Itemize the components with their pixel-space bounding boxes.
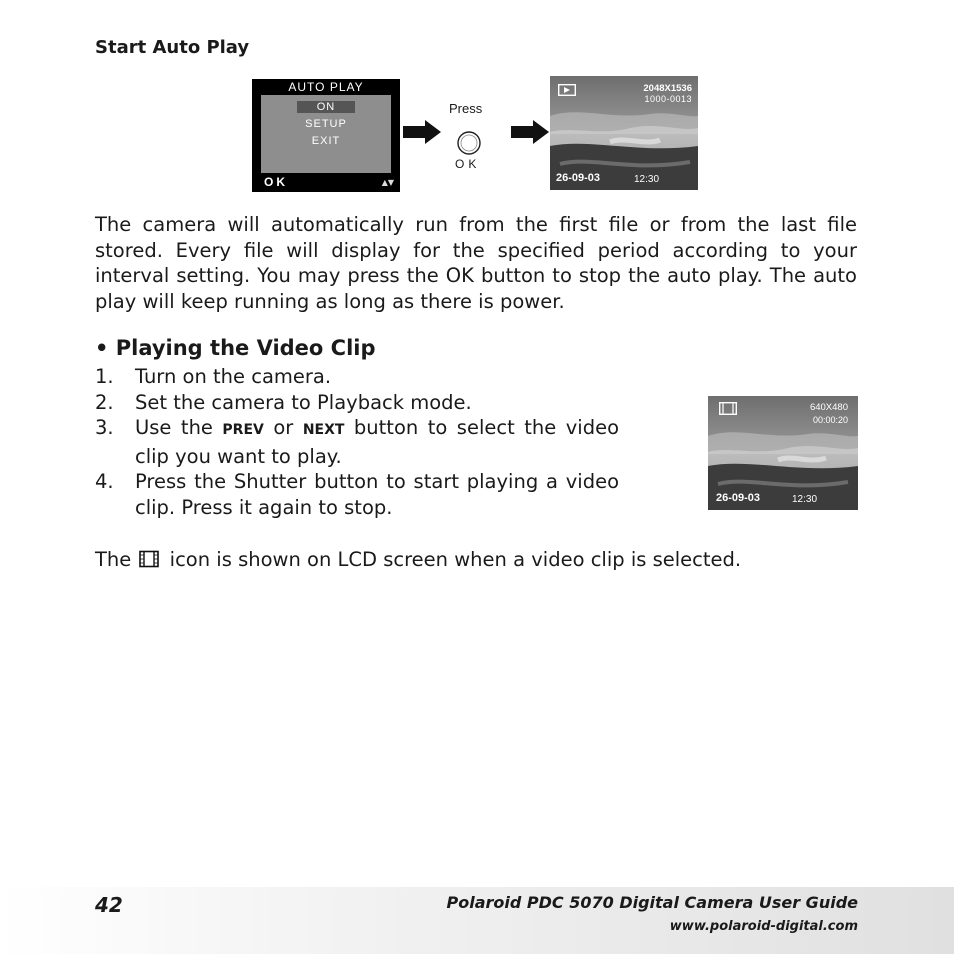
- film-icon: [719, 402, 737, 415]
- step-number: 4.: [95, 470, 114, 493]
- ok-button-label: OK: [455, 157, 481, 171]
- list-item: [95, 469, 619, 520]
- auto-play-menu-screen: [252, 79, 400, 192]
- date-label: 26-09-03: [556, 172, 601, 184]
- date-label: 26-09-03: [716, 492, 761, 504]
- video-icon-note: [95, 548, 741, 571]
- time-label: 12:30: [792, 494, 818, 505]
- resolution-label: 2048X1536: [643, 83, 692, 94]
- step-text: Press the Shutter button to start playing a video clip. Press it again to stop.: [135, 470, 619, 519]
- list-item: [95, 390, 619, 416]
- press-label: Press: [449, 101, 483, 116]
- right-arrow-icon: [511, 120, 551, 144]
- step-text: Set the camera to Playback mode.: [135, 390, 472, 414]
- list-item: [95, 364, 619, 390]
- menu-item-setup: SETUP: [305, 118, 347, 130]
- playback-screen: [550, 76, 698, 190]
- auto-play-description: The camera will automatically run from the first file or from the last file stored. Every file will display for the specified period according to your interval setting. You may press the OK button to stop the auto play. The auto play will keep running as long as there is power.: [95, 213, 857, 313]
- menu-ok-label: OK: [264, 175, 288, 189]
- section-heading-video-clip: • Playing the Video Clip: [95, 336, 376, 360]
- film-icon: [139, 550, 159, 568]
- page-number: 42: [95, 893, 123, 917]
- list-item: [95, 415, 619, 469]
- time-label: 12:30: [634, 174, 660, 185]
- menu-item-on: ON: [297, 101, 355, 113]
- guide-title: Polaroid PDC 5070 Digital Camera User Guide: [446, 893, 858, 912]
- menu-item-exit: EXIT: [311, 135, 341, 147]
- right-arrow-icon: [403, 120, 443, 144]
- step-number: 3.: [95, 416, 114, 439]
- menu-arrows-icon: ▲▼: [381, 178, 394, 187]
- step-number: 2.: [95, 390, 114, 414]
- video-screen: [708, 396, 858, 510]
- menu-title: AUTO PLAY: [288, 80, 364, 94]
- step-text: or: [263, 416, 303, 439]
- note-text: The: [95, 548, 138, 571]
- duration-label: 00:00:20: [812, 415, 848, 425]
- next-button-label: NEXT: [302, 422, 345, 438]
- step-number: 1.: [95, 365, 114, 388]
- step-text: Turn on the camera.: [135, 365, 332, 388]
- ok-button-icon: [456, 130, 482, 156]
- note-text: icon is shown on LCD screen when a video clip is selected.: [163, 548, 742, 571]
- menu-body: [261, 95, 391, 173]
- prev-button-label: PREV: [222, 422, 264, 438]
- play-mode-icon: [558, 84, 576, 96]
- file-number-label: 1000-0013: [644, 94, 692, 104]
- resolution-label: 640X480: [809, 402, 848, 413]
- guide-url: www.polaroid-digital.com: [669, 919, 858, 934]
- step-text: button to select the video clip you want to play.: [135, 416, 619, 468]
- step-text: Use the: [135, 416, 223, 439]
- section-heading-start-auto-play: Start Auto Play: [95, 37, 250, 58]
- video-steps-list: [95, 364, 619, 520]
